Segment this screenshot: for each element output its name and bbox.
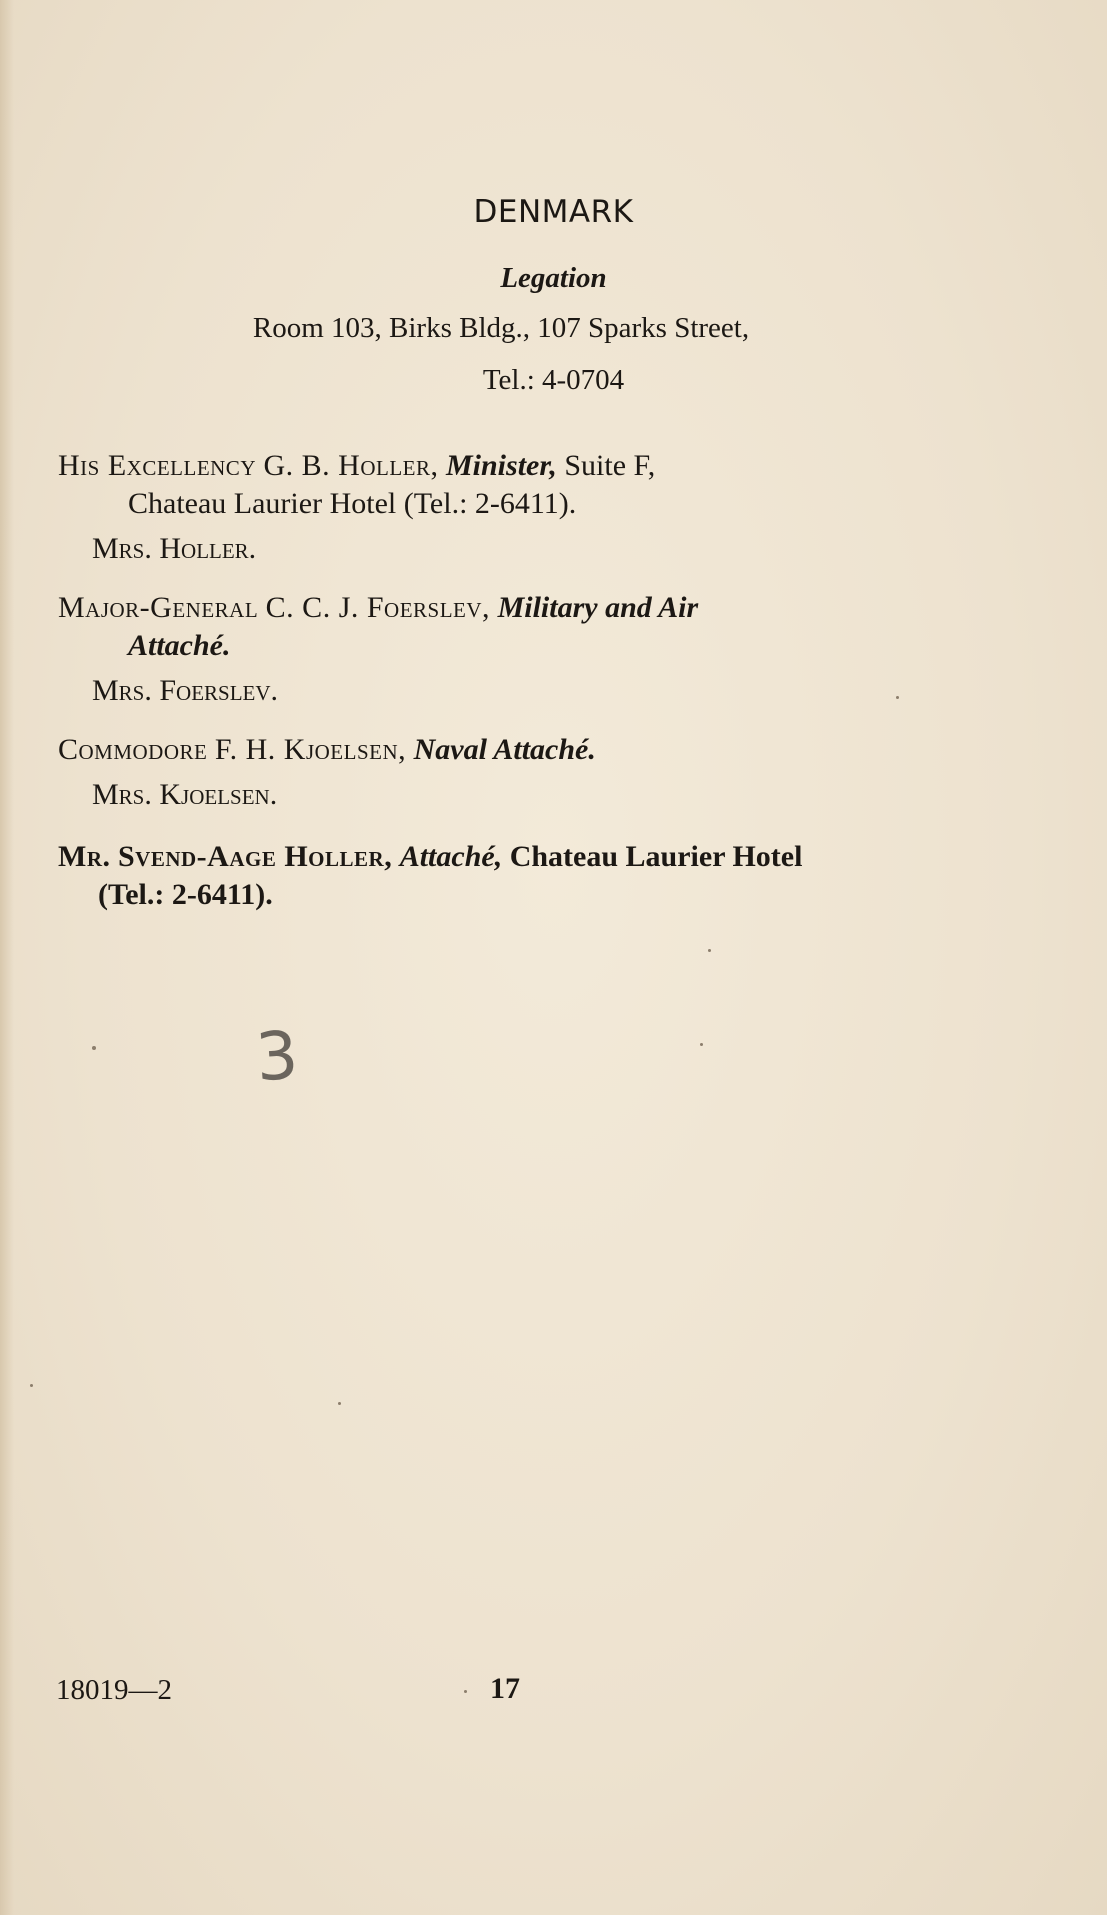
page-number: 17	[490, 1672, 520, 1705]
paper-speck	[30, 1384, 33, 1387]
legation-subheading: Legation	[500, 262, 607, 294]
entry-attache	[58, 838, 958, 914]
print-code: 18019—2	[56, 1674, 172, 1706]
entry-name: C. C. J. Foerslev,	[265, 591, 491, 624]
entry-address-continuation: Chateau Laurier Hotel (Tel.: 2-6411).	[128, 487, 577, 520]
entry-spouse: Mrs. Foerslev.	[92, 674, 279, 707]
entry-minister	[58, 447, 958, 523]
entry-naval-attache	[58, 731, 958, 769]
handwritten-number: 3	[253, 1016, 301, 1097]
entry-role: Naval Attaché.	[413, 733, 596, 766]
paper-speck	[338, 1402, 341, 1405]
paper-speck	[700, 1043, 703, 1046]
paper-speck	[708, 949, 711, 952]
entry-role: Military and Air	[497, 591, 699, 624]
entry-name: Svend-Aage Holler,	[117, 840, 393, 873]
entry-role: Minister,	[445, 449, 557, 482]
entry-role-continuation: Attaché.	[128, 629, 231, 662]
legation-telephone: Tel.: 4-0704	[482, 364, 625, 396]
entry-spouse: Mrs. Kjoelsen.	[92, 778, 278, 811]
entry-name: G. B. Holler,	[263, 449, 439, 482]
entry-spouse: Mrs. Holler.	[92, 532, 257, 565]
entry-military-attache	[58, 589, 958, 665]
entry-role: Attaché,	[399, 840, 503, 873]
entry-title: His Excellency	[58, 449, 256, 482]
paper-speck	[464, 1690, 467, 1693]
legation-address: Room 103, Birks Bldg., 107 Sparks Street,	[252, 312, 750, 344]
paper-speck	[92, 1046, 96, 1050]
entry-title: Commodore	[58, 733, 208, 766]
entry-address-continuation: (Tel.: 2-6411).	[98, 878, 273, 911]
country-heading: DENMARK	[473, 194, 634, 230]
entry-name: F. H. Kjoelsen,	[214, 733, 407, 766]
entry-title: Major-General	[58, 591, 259, 624]
entry-address-line: Chateau Laurier Hotel	[509, 840, 803, 873]
paper-speck	[896, 696, 899, 699]
entry-address-line: Suite F,	[564, 449, 656, 482]
entry-title: Mr.	[58, 840, 111, 873]
